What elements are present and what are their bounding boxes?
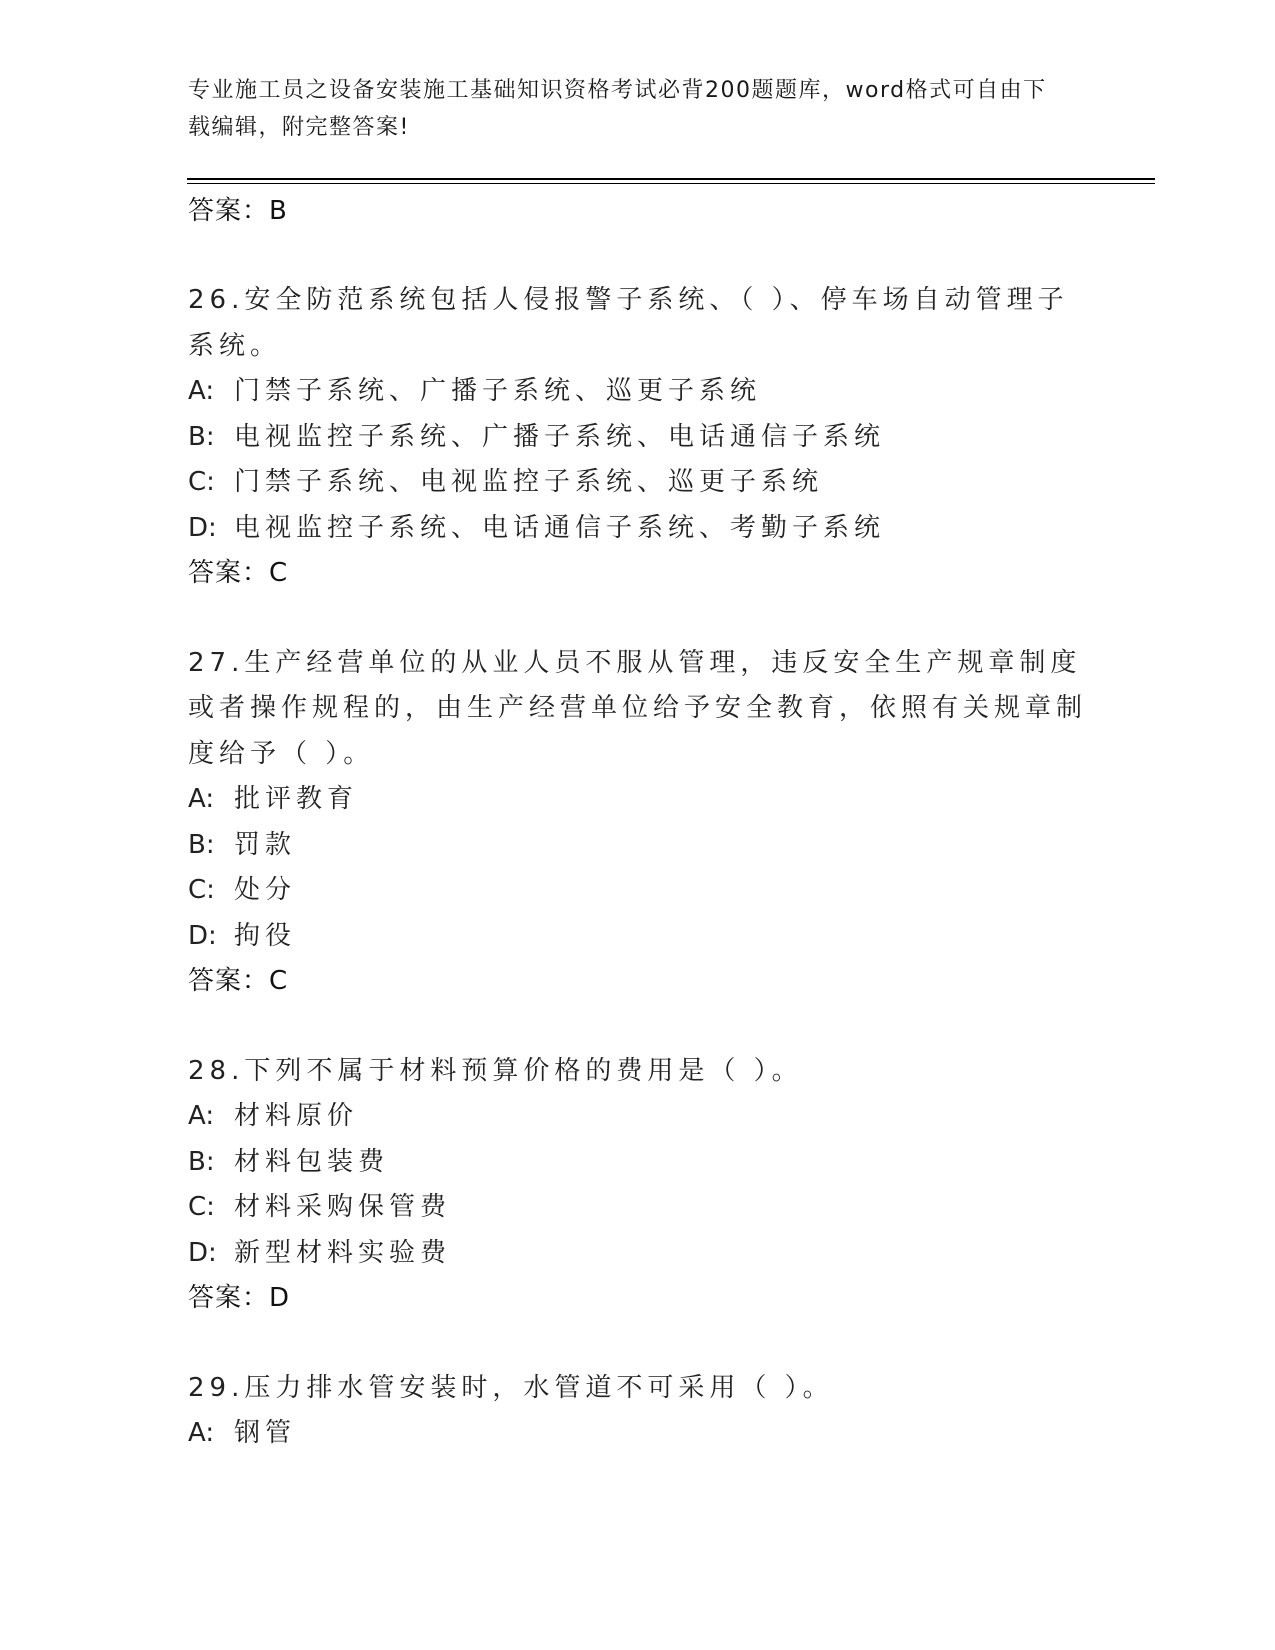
option-letter: A: bbox=[188, 1418, 215, 1448]
header-divider-thin bbox=[187, 183, 1155, 184]
option-letter: C: bbox=[188, 875, 215, 905]
question-27 bbox=[188, 641, 1088, 1005]
option-letter: C: bbox=[188, 467, 215, 497]
question-list bbox=[188, 188, 1088, 1457]
option-b bbox=[188, 1140, 1088, 1186]
option-d bbox=[188, 914, 1088, 960]
option-letter: B: bbox=[188, 421, 215, 452]
option-text: 新型材料实验费 bbox=[234, 1237, 452, 1268]
option-a bbox=[188, 1094, 1088, 1140]
document-header: 专业施工员之设备安装施工基础知识资格考试必背200题题库，word格式可自由下载编辑，附完整答案! bbox=[188, 78, 1047, 140]
option-letter: D: bbox=[188, 512, 217, 543]
option-text: 材料包装费 bbox=[234, 1146, 390, 1177]
option-a bbox=[188, 1411, 1088, 1457]
option-letter: D: bbox=[188, 920, 217, 951]
option-letter: C: bbox=[188, 1192, 215, 1222]
question-answer: 答案：C bbox=[188, 966, 289, 996]
question-26 bbox=[188, 278, 1088, 597]
option-letter: B: bbox=[188, 829, 215, 860]
option-d bbox=[188, 506, 1088, 552]
header-divider-thick bbox=[187, 178, 1155, 180]
option-text: 门禁子系统、广播子系统、巡更子系统 bbox=[234, 376, 762, 406]
option-letter: A: bbox=[188, 784, 215, 814]
option-text: 罚款 bbox=[234, 829, 297, 860]
question-stem: 28.下列不属于材料预算价格的费用是（ ）。 bbox=[188, 1055, 803, 1086]
option-d bbox=[188, 1231, 1088, 1277]
option-text: 处分 bbox=[234, 875, 297, 905]
option-text: 拘役 bbox=[234, 920, 297, 951]
option-a bbox=[188, 369, 1088, 415]
option-text: 门禁子系统、电视监控子系统、巡更子系统 bbox=[234, 467, 824, 497]
question-stem: 27.生产经营单位的从业人员不服从管理，违反安全生产规章制度或者操作规程的，由生产经营单位给予安全教育，依照有关规章制度给予（ ）。 bbox=[188, 647, 1088, 769]
question-29 bbox=[188, 1366, 1088, 1457]
option-text: 材料原价 bbox=[234, 1101, 359, 1131]
previous-answer: 答案：B bbox=[188, 196, 288, 226]
option-letter: A: bbox=[188, 376, 215, 406]
question-answer: 答案：D bbox=[188, 1283, 291, 1313]
option-text: 电视监控子系统、广播子系统、电话通信子系统 bbox=[234, 421, 886, 452]
option-letter: A: bbox=[188, 1101, 215, 1131]
option-letter: D: bbox=[188, 1237, 217, 1268]
option-a bbox=[188, 777, 1088, 823]
option-letter: B: bbox=[188, 1146, 215, 1177]
option-text: 钢管 bbox=[234, 1418, 297, 1448]
option-text: 批评教育 bbox=[234, 784, 359, 814]
option-b bbox=[188, 415, 1088, 461]
option-text: 材料采购保管费 bbox=[234, 1192, 452, 1222]
question-28 bbox=[188, 1049, 1088, 1322]
question-answer: 答案：C bbox=[188, 558, 289, 588]
option-c bbox=[188, 868, 1088, 914]
option-c bbox=[188, 1185, 1088, 1231]
option-c bbox=[188, 460, 1088, 506]
question-stem: 29.压力排水管安装时，水管道不可采用（ ）。 bbox=[188, 1372, 834, 1403]
option-text: 电视监控子系统、电话通信子系统、考勤子系统 bbox=[234, 512, 886, 543]
question-stem: 26.安全防范系统包括人侵报警子系统、（ ）、停车场自动管理子系统。 bbox=[188, 285, 1069, 361]
option-b bbox=[188, 823, 1088, 869]
